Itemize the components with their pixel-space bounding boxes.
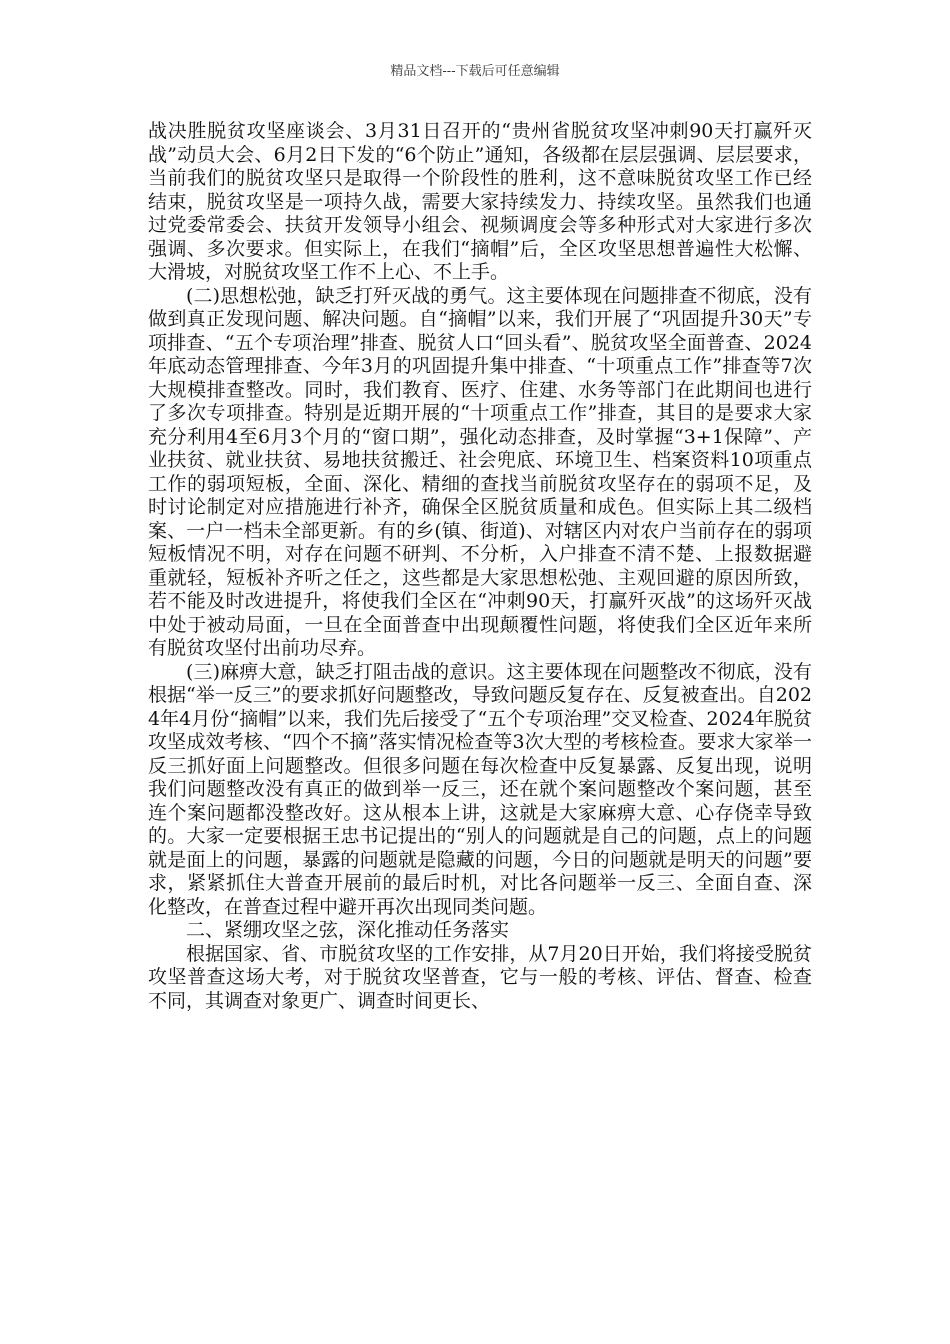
- paragraph-continuation: 战决胜脱贫攻坚座谈会、3月31日召开的“贵州省脱贫攻坚冲刺90天打赢歼灭战”动员大会、6月2日下发的“6个防止”通知，各级都在层层强调、层层要求，当前我们的脱贫攻坚只是取得一个阶段性的胜利，这不意味脱贫攻坚工作已经结束，脱贫攻坚是一项持久战，需要大家持续发力、持续攻坚。虽然我们也通过党委常委会、扶贫开发领导小组会、视频调度会等多种形式对大家进行多次强调、多次要求。但实际上，在我们“摘帽”后，全区攻坚思想普遍性大松懈、大滑坡，对脱贫攻坚工作不上心、不上手。: [148, 120, 812, 283]
- paragraph-section-two: (二)思想松弛，缺乏打歼灭战的勇气。这主要体现在问题排查不彻底，没有做到真正发现问题、解决问题。自“摘帽”以来，我们开展了“巩固提升30天”专项排查、“五个专项治理”排查、脱贫人口“回头看”、脱贫攻坚全面普查、2024年底动态管理排查、今年3月的巩固提升集中排查、“十项重点工作”排查等7次大规模排查整改。同时，我们教育、医疗、住建、水务等部门在此期间也进行了多次专项排查。特别是近期开展的“十项重点工作”排查，其目的是要求大家充分利用4至6月3个月的“窗口期”，强化动态排查，及时掌握“3+1保障”、产业扶贫、就业扶贫、易地扶贫搬迁、社会兜底、环境卫生、档案资料10项重点工作的弱项短板，全面、深化、精细的查找当前脱贫攻坚存在的弱项不足，及时讨论制定对应措施进行补齐，确保全区脱贫质量和成色。但实际上其二级档案、一户一档未全部更新。有的乡(镇、街道)、对辖区内对农户当前存在的弱项短板情况不明，对存在问题不研判、不分析，入户排查不清不楚、上报数据避重就轻，短板补齐听之任之，这些都是大家思想松弛、主观回避的原因所致，若不能及时改进提升，将使我们全区在“冲刺90天，打赢歼灭战”的这场歼灭战中处于被动局面，一旦在全面普查中出现颠覆性问题，将使我们全区近年来所有脱贫攻坚付出前功尽弃。: [148, 284, 812, 659]
- paragraph-section-three: (三)麻痹大意，缺乏打阻击战的意识。这主要体现在问题整改不彻底，没有根据“举一反三”的要求抓好问题整改，导致问题反复存在、反复被查出。自2024年4月份“摘帽”以来，我们先后接受了“五个专项治理”交叉检查、2024年脱贫攻坚成效考核、“四个不摘”落实情况检查等3次大型的考核检查。要求大家举一反三抓好面上问题整改。但很多问题在每次检查中反复暴露、反复出现，说明我们问题整改没有真正的做到举一反三，还在就个案问题整改个案问题，甚至连个案问题都没整改好。这从根本上讲，这就是大家麻痹大意、心存侥幸导致的。大家一定要根据王忠书记提出的“别人的问题就是自己的问题，点上的问题就是面上的问题，暴露的问题就是隐藏的问题，今日的问题就是明天的问题”要求，紧紧抓住大普查开展前的最后时机，对比各问题举一反三、全面自查、深化整改，在普查过程中避开再次出现同类问题。: [148, 660, 812, 918]
- section-heading: 二、紧绷攻坚之弦，深化推动任务落实: [186, 919, 510, 941]
- document-body: [148, 120, 812, 1013]
- paragraph-census: 根据国家、省、市脱贫攻坚的工作安排，从7月20日开始，我们将接受脱贫攻坚普查这场大考，对于脱贫攻坚普查，它与一般的考核、评估、督查、检查不同，其调查对象更广、调查时间更长、: [148, 942, 812, 1012]
- page-header: 精品文档---下载后可任意编辑: [390, 64, 560, 79]
